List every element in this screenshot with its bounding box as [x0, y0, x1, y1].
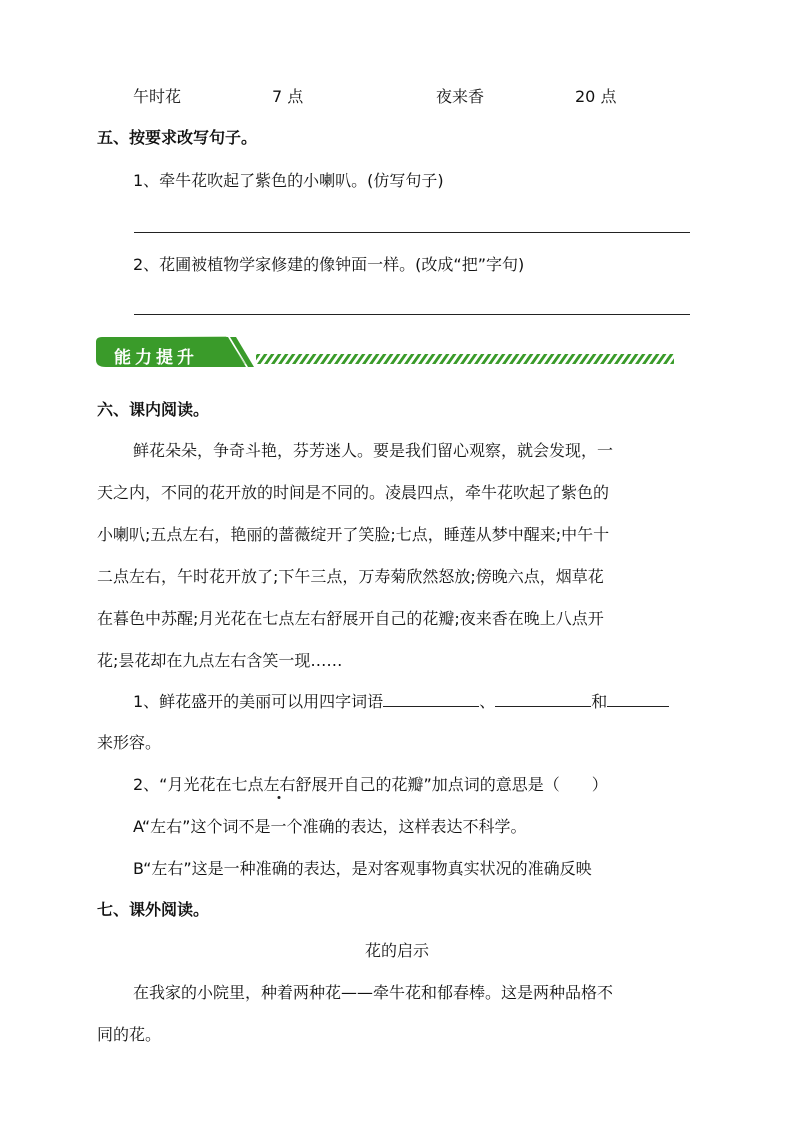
question-1-continuation: 来形容。	[97, 733, 162, 752]
table-cell-flower-2: 夜来香	[436, 87, 485, 106]
dotted-word-text: 左右	[263, 775, 296, 794]
story-paragraph-line-2: 同的花。	[97, 1025, 162, 1044]
passage-line: 天之内，不同的花开放的时间是不同的。凌晨四点，牵牛花吹起了紫色的	[97, 483, 610, 502]
question-2-before: 2、“月光花在七点	[133, 775, 264, 794]
passage-line: 花;昙花却在九点左右含笑一现……	[97, 651, 343, 670]
passage-line: 鲜花朵朵，争奇斗艳，芬芳迷人。要是我们留心观察，就会发现，一	[133, 441, 614, 460]
question-1-prefix: 1、鲜花盛开的美丽可以用四字词语	[133, 692, 384, 711]
table-cell-time-2: 20 点	[575, 87, 617, 106]
blank-3[interactable]	[607, 690, 669, 707]
story-paragraph-line-1: 在我家的小院里，种着两种花——牵牛花和郁春棒。这是两种品格不	[133, 983, 614, 1002]
banner-label: 能力提升	[114, 348, 198, 368]
section-6-heading: 六、课内阅读。	[97, 400, 210, 419]
ability-banner	[96, 334, 678, 374]
answer-line-1[interactable]	[134, 232, 690, 233]
section-5-heading: 五、按要求改写句子。	[97, 128, 258, 147]
section-5-question-2: 2、花圃被植物学家修建的像钟面一样。(改成“把”字句)	[133, 255, 525, 274]
question-1-sep-2: 和	[591, 692, 608, 711]
story-title: 花的启示	[364, 941, 429, 960]
section-6-question-2	[133, 774, 608, 796]
question-2-after: 舒展开自己的花瓣”加点词的意思是（ ）	[295, 775, 608, 794]
dotted-word	[263, 775, 295, 794]
section-5-question-1: 1、牵牛花吹起了紫色的小喇叭。(仿写句子)	[133, 171, 444, 190]
table-cell-time-1: 7 点	[272, 87, 304, 106]
answer-line-2[interactable]	[134, 314, 690, 315]
passage-line: 小喇叭;五点左右，艳丽的蔷薇绽开了笑脸;七点，睡莲从梦中醒来;中午十	[97, 525, 610, 544]
passage-line: 二点左右，午时花开放了;下午三点，万寿菊欣然怒放;傍晚六点，烟草花	[97, 567, 604, 586]
passage-line: 在暮色中苏醒;月光花在七点左右舒展开自己的花瓣;夜来香在晚上八点开	[97, 609, 604, 628]
section-7-heading: 七、课外阅读。	[97, 900, 210, 919]
table-cell-flower-1: 午时花	[133, 87, 182, 106]
option-a: A“左右”这个词不是一个准确的表达，这样表达不科学。	[133, 817, 527, 836]
section-6-question-1	[133, 690, 669, 713]
blank-1[interactable]	[383, 690, 479, 707]
question-1-sep-1: 、	[479, 692, 496, 711]
blank-2[interactable]	[495, 690, 591, 707]
option-b: B“左右”这是一种准确的表达，是对客观事物真实状况的准确反映	[133, 859, 592, 878]
